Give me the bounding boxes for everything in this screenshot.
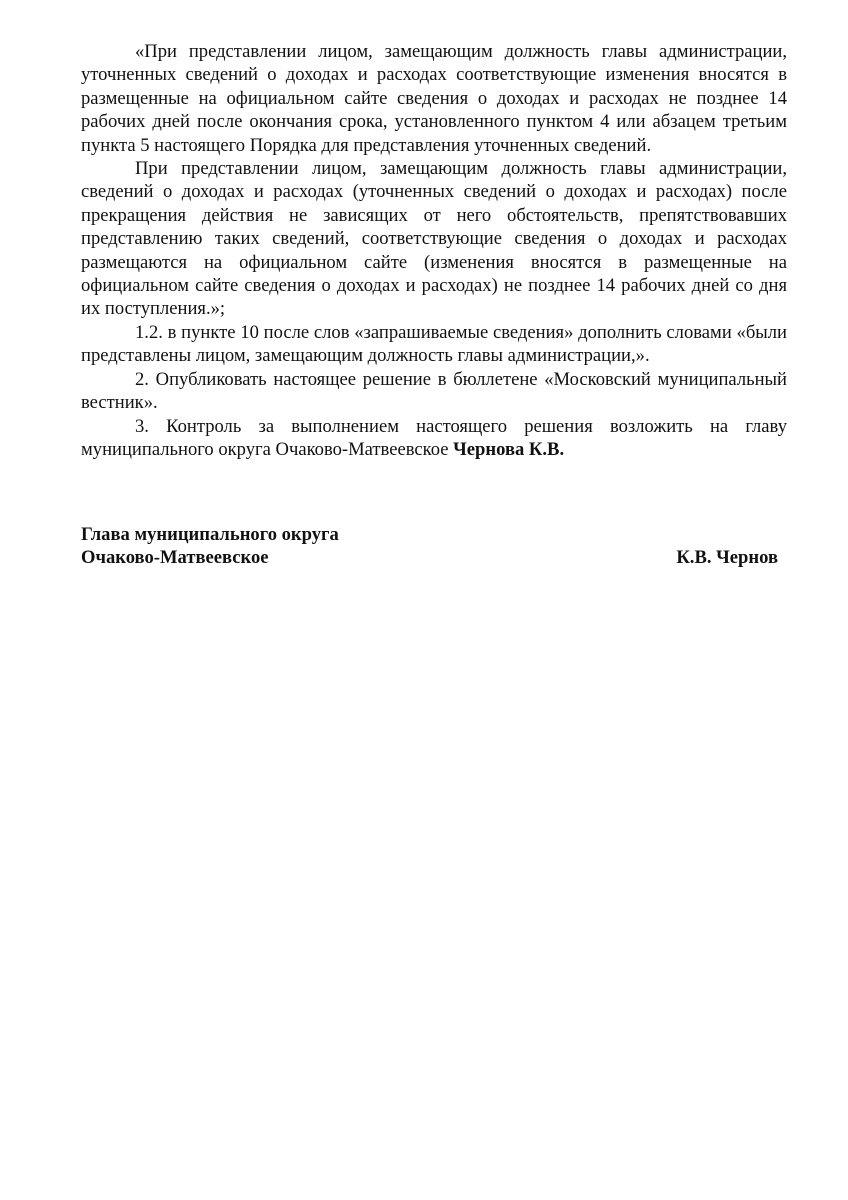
paragraph-item-3 xyxy=(81,415,787,462)
paragraph-quote-1: «При представлении лицом, замещающим должность главы администрации, уточненных сведений о доходах и расходах соответствующие изменения вносятся в размещенные на официальном сайте сведения о доходах и расходах не позднее 14 рабочих дней после окончания срока, установленного пунктом 4 или абзацем третьим пункта 5 настоящего Порядка для представления уточненных сведений. xyxy=(81,41,787,156)
signature-title-line1: Глава муниципального округа xyxy=(81,524,339,545)
signature-block xyxy=(81,523,778,570)
paragraph-item-3-bold-name: Чернова К.В. xyxy=(453,438,565,460)
paragraph-item-1-2: 1.2. в пункте 10 после слов «запрашиваемые сведения» дополнить словами «были представлены лицом, замещающим должность главы администрации,». xyxy=(81,321,787,367)
paragraph-item-2: 2. Опубликовать настоящее решение в бюллетене «Московский муниципальный вестник». xyxy=(81,368,787,414)
paragraph-item-3-text: 3. Контроль за выполнением настоящего решения возложить на главу муниципального округа Очаково-Матвеевское xyxy=(81,415,787,460)
signature-row xyxy=(81,546,778,569)
document-body xyxy=(81,40,787,461)
paragraph-quote-2: При представлении лицом, замещающим должность главы администрации, сведений о доходах и расходах (уточненных сведений о доходах и расходах) после прекращения действия не зависящих от него обстоятельств, препятствовавших представлению таких сведений, соответствующие сведения о доходах и расходах размещаются на официальном сайте (изменения вносятся в размещенные на официальном сайте сведения о доходах и расходах) не позднее 14 рабочих дней со дня их поступления.»; xyxy=(81,158,787,320)
signature-title-line2: Очаково-Матвеевское xyxy=(81,547,269,569)
signature-name: К.В. Чернов xyxy=(676,547,778,569)
